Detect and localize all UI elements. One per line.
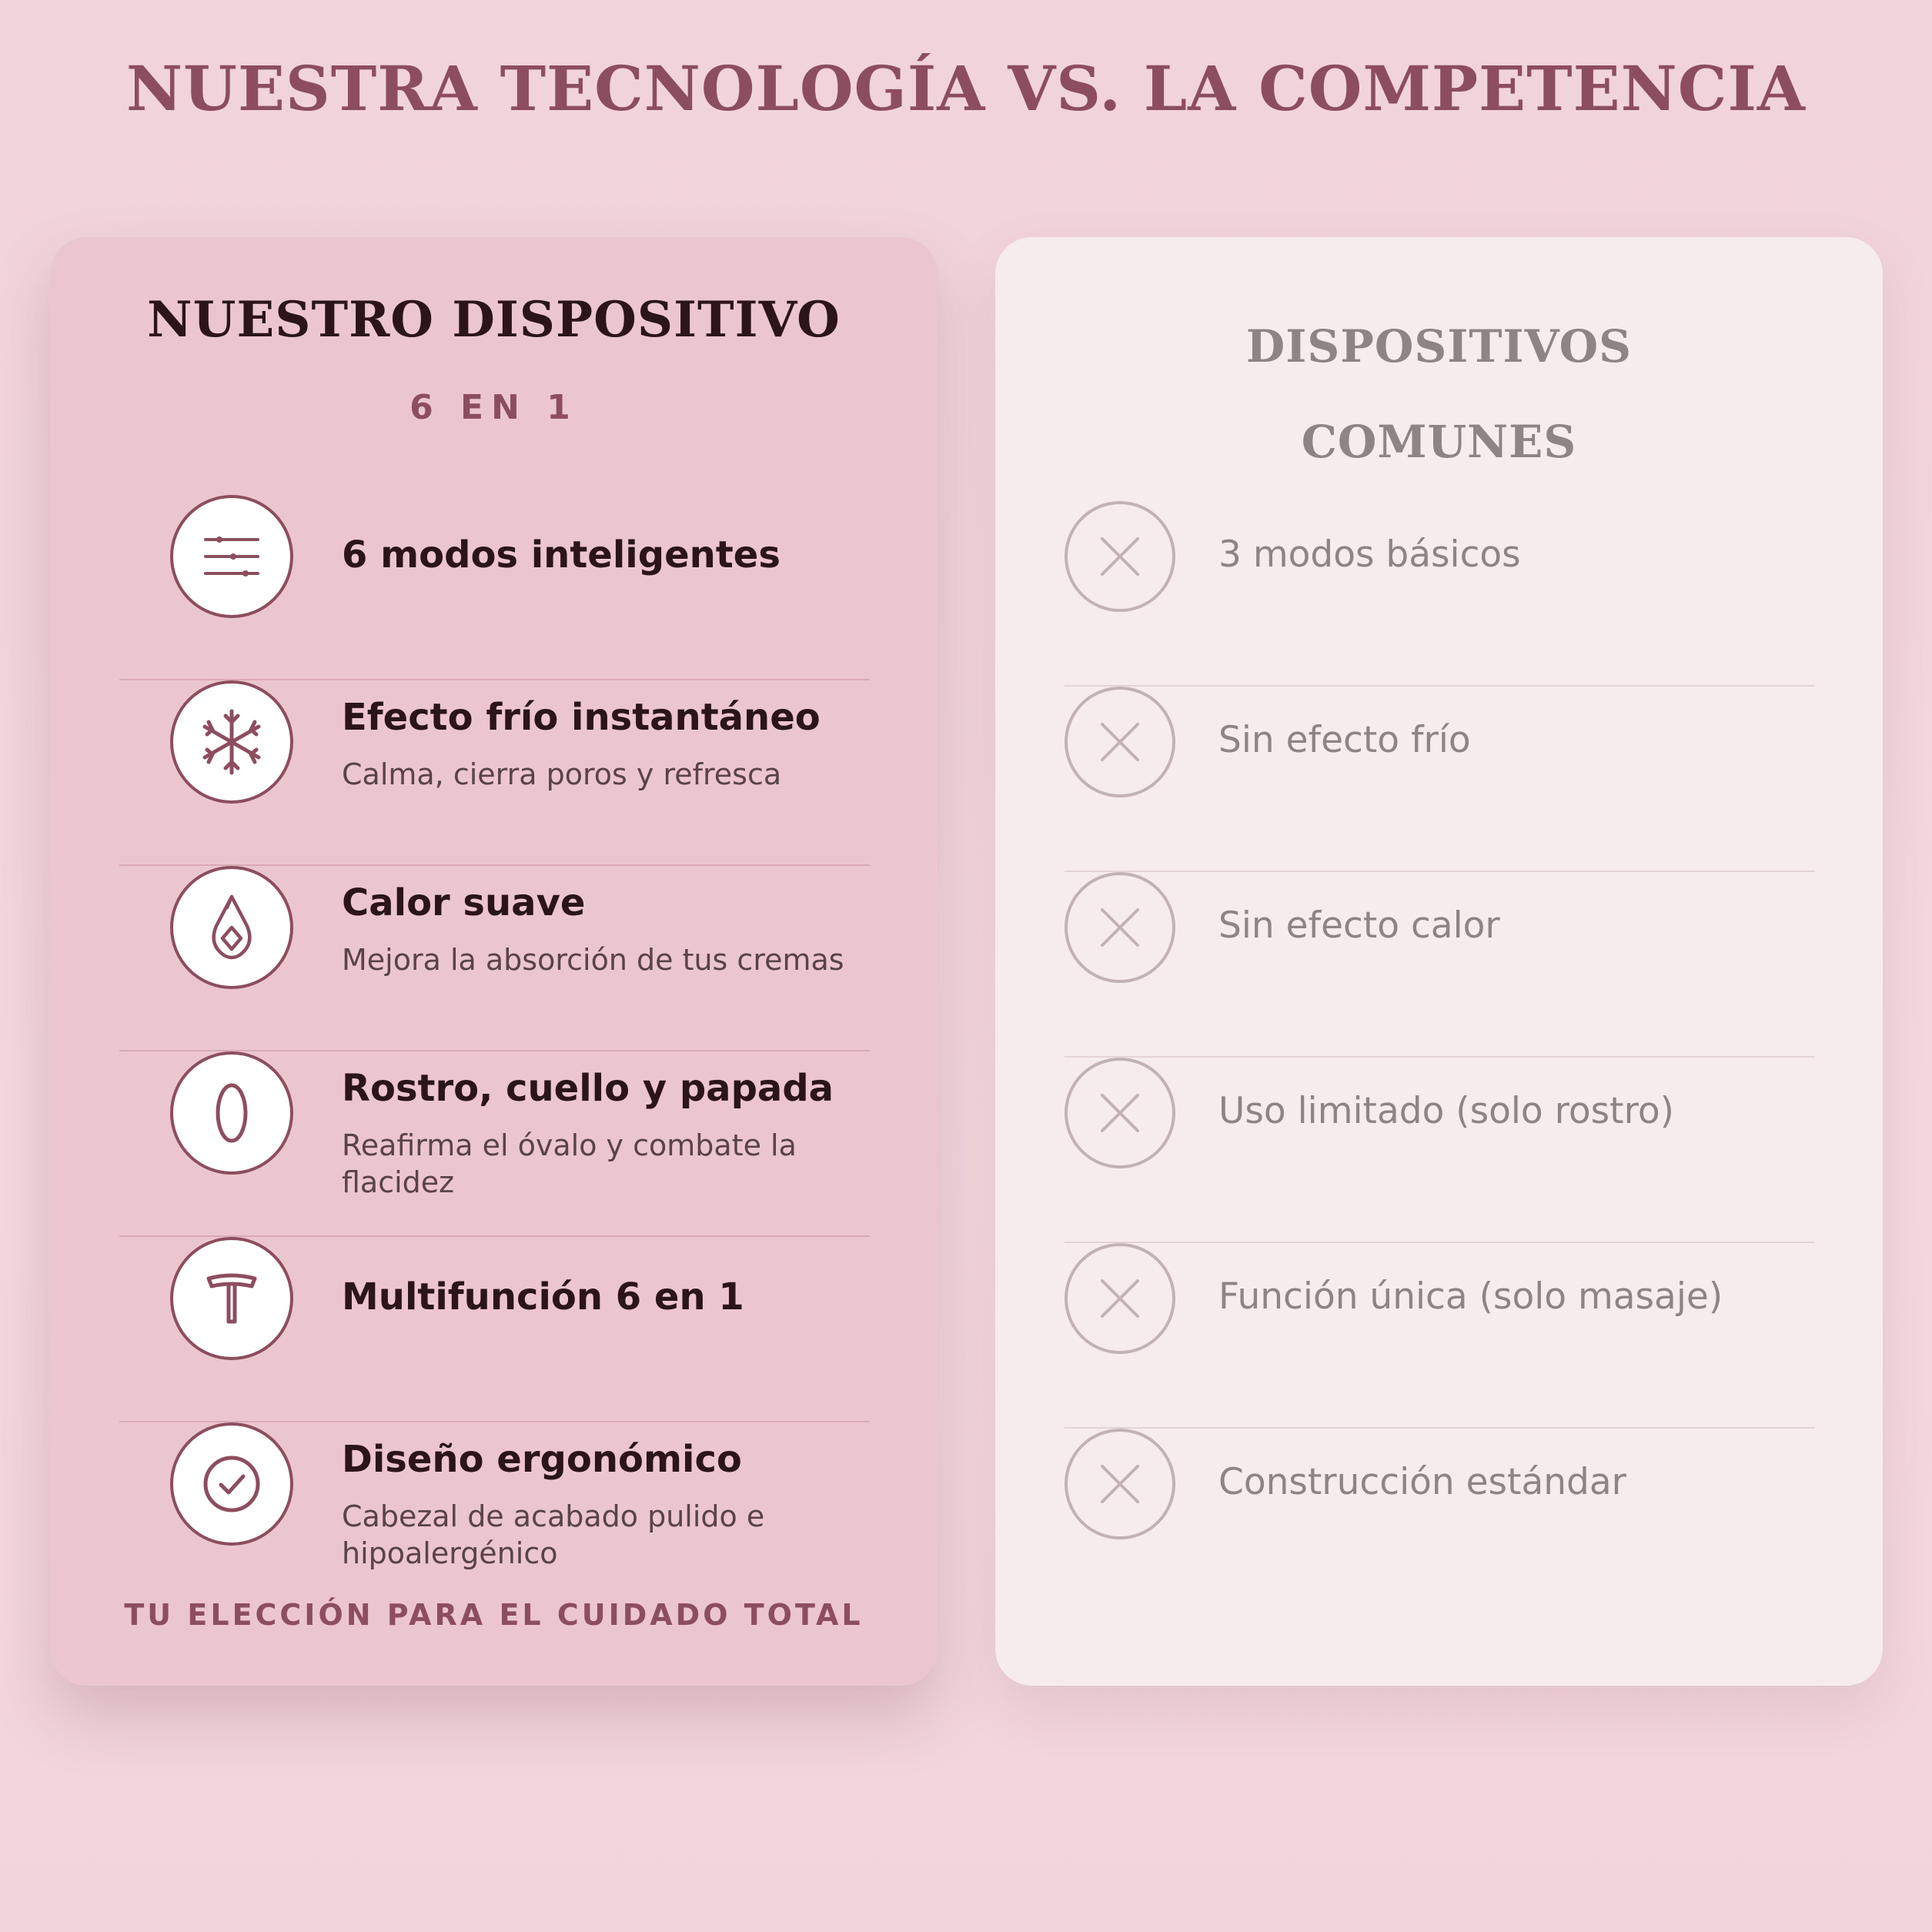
feature-title: Efecto frío instantáneo: [342, 696, 821, 739]
x-icon: [1065, 872, 1175, 983]
competitor-row: [1065, 501, 1815, 687]
feature-title: 6 modos inteligentes: [342, 533, 780, 577]
common-devices-title: [995, 299, 1883, 490]
competitor-row: [1065, 872, 1815, 1058]
competitor-item: Función única (solo masaje): [1218, 1275, 1723, 1318]
feature-row: [119, 1051, 870, 1237]
our-device-title: NUESTRO DISPOSITIVO: [147, 291, 841, 349]
feature-description: Reafirma el óvalo y combate la flacidez: [342, 1128, 797, 1199]
competitor-item: 3 modos básicos: [1218, 533, 1521, 576]
feature-title: Diseño ergonómico: [342, 1438, 742, 1481]
page-title: NUESTRA TECNOLOGÍA VS. LA COMPETENCIA: [126, 52, 1806, 125]
our-device-card: [50, 237, 938, 1686]
competitor-item: Uso limitado (solo rostro): [1218, 1090, 1674, 1132]
common-devices-title-line1: DISPOSITIVOS: [1245, 320, 1633, 373]
feature-row: [119, 680, 870, 866]
competitor-row: [1065, 687, 1815, 872]
x-icon: [1065, 501, 1175, 612]
feature-title: Multifunción 6 en 1: [342, 1275, 744, 1319]
our-device-footer: TU ELECCIÓN PARA EL CUIDADO TOTAL: [124, 1598, 864, 1632]
x-icon: [1065, 687, 1175, 797]
feature-description: Cabezal de acabado pulido e hipoalergénico: [342, 1499, 765, 1570]
x-icon: [1065, 1058, 1175, 1168]
feature-title: Rostro, cuello y papada: [342, 1067, 834, 1110]
common-devices-card: [995, 237, 1883, 1686]
feature-description: Mejora la absorción de tus cremas: [342, 943, 844, 977]
feature-row: [119, 1237, 870, 1422]
sliders-icon: [170, 495, 293, 618]
competitor-row: [1065, 1429, 1815, 1614]
competitor-item: Construcción estándar: [1218, 1461, 1626, 1503]
check-circle-icon: [170, 1422, 293, 1546]
competitor-row: [1065, 1058, 1815, 1243]
feature-title: Calor suave: [342, 881, 586, 924]
our-device-subtitle: 6 EN 1: [409, 388, 578, 427]
x-icon: [1065, 1429, 1175, 1539]
heat-drop-icon: [170, 866, 293, 989]
feature-row: [119, 866, 870, 1051]
competitor-item: Sin efecto calor: [1218, 904, 1500, 947]
t-tool-icon: [170, 1237, 293, 1360]
x-icon: [1065, 1243, 1175, 1354]
snowflake-icon: [170, 680, 293, 804]
feature-row: [119, 1422, 870, 1608]
oval-face-icon: [170, 1051, 293, 1175]
feature-description: Calma, cierra poros y refresca: [342, 757, 782, 791]
feature-row: [119, 495, 870, 680]
common-devices-title-line2: COMUNES: [1301, 416, 1577, 468]
competitor-row: [1065, 1243, 1815, 1429]
competitor-item: Sin efecto frío: [1218, 719, 1471, 761]
